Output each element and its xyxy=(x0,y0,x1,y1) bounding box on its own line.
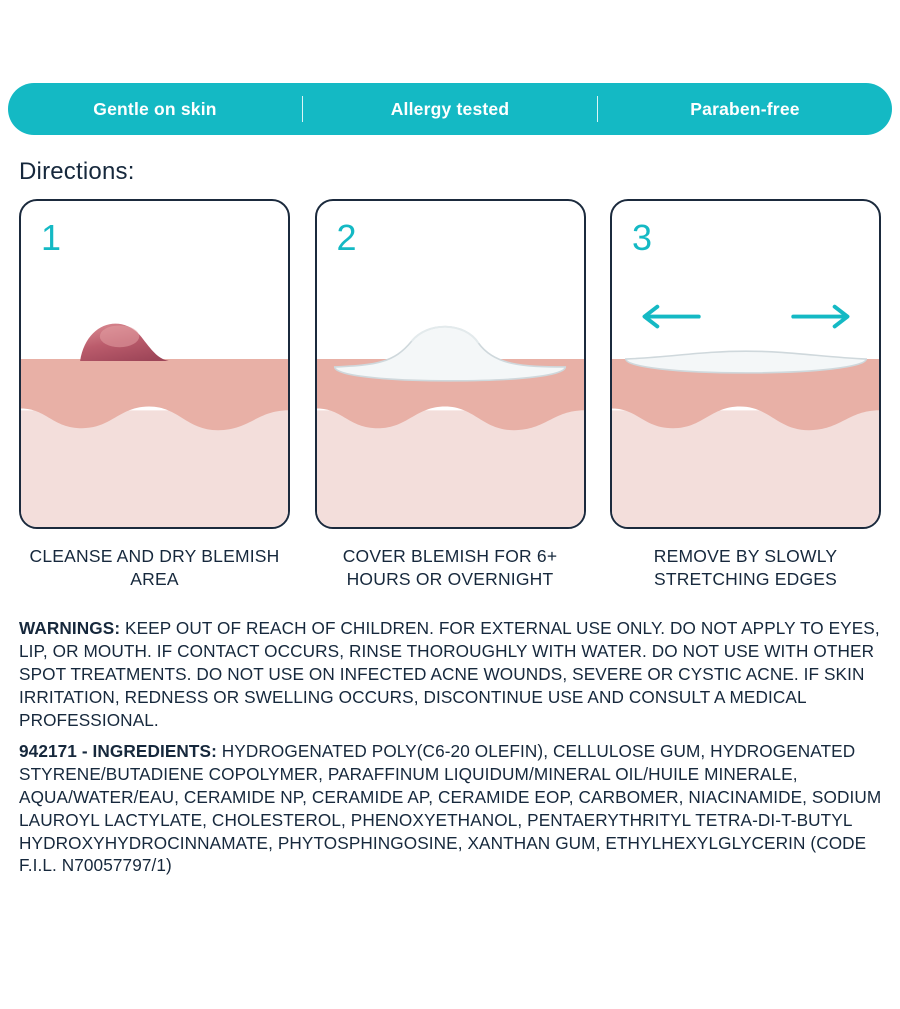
step-2-illustration xyxy=(315,199,586,529)
step-2 xyxy=(315,199,586,591)
directions-heading: Directions: xyxy=(19,158,135,185)
step-1-number: 1 xyxy=(41,217,62,258)
warnings-text: KEEP OUT OF REACH OF CHILDREN. FOR EXTERNAL USE ONLY. DO NOT APPLY TO EYES, LIP, OR MOUTH. IF CONTACT OCCURS, RINSE THOROUGHLY WITH WATER. DO NOT USE WITH OTHER SPOT TREATMENTS. DO NOT USE ON INFECTED ACNE WOUNDS, SEVERE OR CYSTIC ACNE. IF SKIN IRRITATION, REDNESS OR SWELLING OCCURS, DISCONTINUE USE AND CONSULT A MEDICAL PROFESSIONAL. xyxy=(19,618,880,730)
step-1-illustration xyxy=(19,199,290,529)
ingredients-label: 942171 - INGREDIENTS: xyxy=(19,741,217,761)
step-3-illustration xyxy=(610,199,881,529)
step-3-caption: REMOVE BY SLOWLY STRETCHING EDGES xyxy=(653,546,838,590)
step-2-caption: COVER BLEMISH FOR 6+ HOURS OR OVERNIGHT xyxy=(342,546,558,590)
warnings-block xyxy=(19,617,885,731)
arrow-right-icon xyxy=(793,307,847,327)
step-2-number: 2 xyxy=(336,217,357,258)
step-3 xyxy=(610,199,881,591)
ingredients-block xyxy=(19,740,885,877)
feature-badge-bar xyxy=(8,83,892,135)
badge-paraben-free: Paraben-free xyxy=(690,98,800,119)
ingredients-text: HYDROGENATED POLY(C6-20 OLEFIN), CELLULOSE GUM, HYDROGENATED STYRENE/BUTADIENE COPOLYMER, PARAFFINUM LIQUIDUM/MINERAL OIL/HUILE MINERALE, AQUA/WATER/EAU, CERAMIDE NP, CERAMIDE AP, CERAMIDE EOP, CARBOMER, NIACINAMIDE, SODIUM LAUROYL LACTYLATE, CHOLESTEROL, PHENOXYETHANOL, PENTAERYTHRITYL TETRA-DI-T-BUTYL HYDROXYHYDROCINNAMATE, PHYTOSPHINGOSINE, XANTHAN GUM, ETHYLHEXYLGLYCERIN (CODE F.I.L. N70057797/1) xyxy=(19,741,882,876)
directions-steps xyxy=(19,199,881,591)
warnings-label: WARNINGS: xyxy=(19,618,121,638)
step-1 xyxy=(19,199,290,591)
badge-allergy-tested: Allergy tested xyxy=(390,98,510,119)
step-1-caption: CLEANSE AND DRY BLEMISH AREA xyxy=(29,546,280,590)
patch-applied-icon xyxy=(317,201,584,527)
arrow-left-icon xyxy=(645,307,699,327)
skin-cross-section-icon xyxy=(21,201,288,527)
step-3-number: 3 xyxy=(632,217,653,258)
badge-gentle-on-skin: Gentle on skin xyxy=(93,98,217,119)
patch-removal-icon xyxy=(612,201,879,527)
